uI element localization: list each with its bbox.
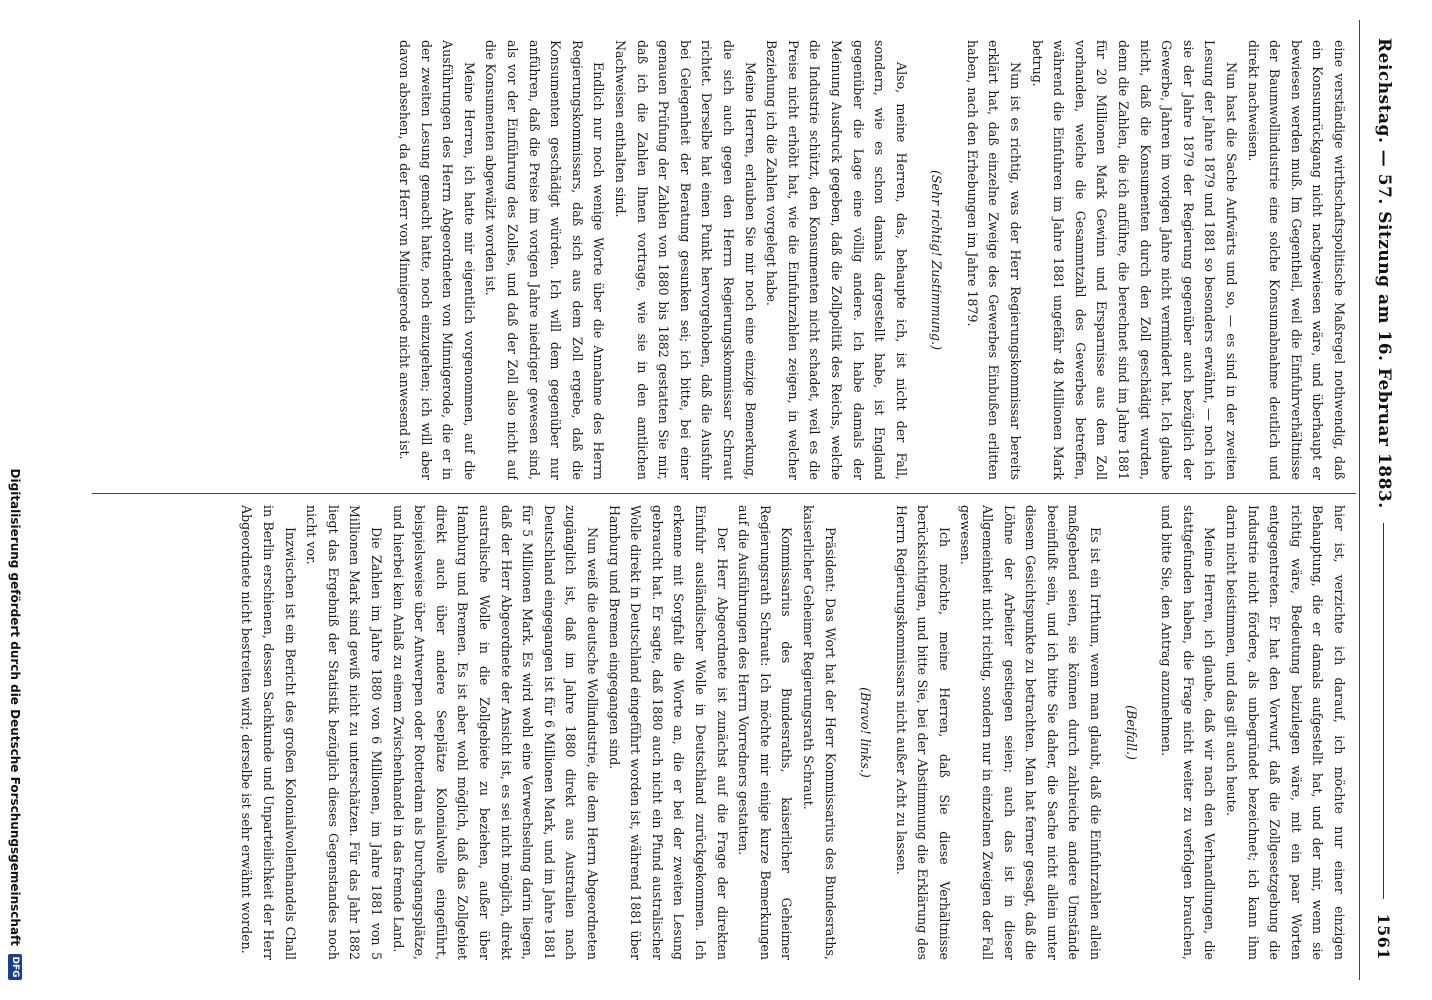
right-text-column — [90, 505, 1350, 960]
paragraph: Ich möchte, meine Herren, daß Sie diese Verhältnisse berücksichtigen, und bitte Sie, bei der Abstimmung die Erklärung des Herrn Regierungskommissars nicht außer Acht zu lassen. — [893, 505, 952, 960]
paragraph: Der Herr Abgeordnete ist zunächst auf die Frage der direkten Einfuhr ausländischer Wolle in Deutschland zurückgekommen. Ich erkenne mit Sorgfalt die Worte an, die er bei der zweiten Lesung gebraucht hat. Er sagte, daß 1880 auch nicht ein Pfund australischer Wolle direkt in Deutschland eingeführt worden ist, während 1881 über Hamburg und Bremen eingegangen sind. — [606, 505, 730, 960]
running-header — [1366, 38, 1402, 960]
header-divider — [1359, 20, 1360, 980]
paragraph: Meine Herren, erlauben Sie mir noch eine einzige Bemerkung, die sich auch gegen den Herrn Regierungskommissar Schraut richtet. Derselbe hat einen Punkt hervorgehoben, daß die Ausfuhr bei Gelegenheit der Beratung gesunken sei; ich bitte, bei einer genauen Prüfung der Zahlen von 1880 bis 1882 gestatten Sie mir, daß ich die Zahlen Ihnen vortrage, wie sie in den amtlichen Nachweisen enthalten sind. — [613, 40, 758, 480]
page-number: 1561 — [1374, 913, 1394, 960]
paragraph: hier ist, verzichte ich darauf, ich möchte nur einer einzigen Behauptung, die er damals aufgestellt hat, und der mir, wenn sie richtig wäre, Bedeutung beizulegen wäre, mit ein paar Worten entgegentreten. Er hat den Vorwurf, daß die Zollgesetzgebung die Industrie nicht fördere, als unbegründet bezeichnet; ich kann ihm darin nicht beistimmen, und das gilt auch heute. — [1224, 505, 1347, 960]
column-divider — [92, 493, 1356, 494]
interjection: (Bravo! links.) — [858, 687, 874, 778]
paragraph: Also, meine Herren, das, behaupte ich, ist nicht der Fall, sondern, wie es schon damals dargestellt habe, ist England gegenüber die Lage eine völlig andere. Ich habe damals der Meinung Ausdruck gegeben, daß die Zollpolitik des Reichs, welche die Industrie schützt, den Konsumenten nicht schadet, weil es die Preise nicht erhöht hat, wie die Einfuhrzahlen zeigen, in welcher Beziehung ich die Zahlen vorgelegt habe. — [764, 40, 909, 480]
digitization-footer — [2, 0, 28, 1000]
paragraph: Meine Herren, ich hatte mir eigentlich vorgenommen, auf die Ausführungen des Herrn Abgeordneten von Minnigerode, die er in der zweiten Lesung gemacht hatte, noch einzugehen; ich will aber davon absehen, da der Herr von Minnigerode nicht anwesend ist. — [397, 40, 477, 480]
sponsor-text: Digitalisierung gefördert durch die Deutsche Forschungsgemeinschaft — [8, 468, 22, 946]
left-text-column — [40, 40, 1350, 480]
paragraph: Inzwischen ist ein Bericht des großen Kolonialwollenhandels Chall in Berlin erschienen, dessen Sachkunde und Unparteilichkeit der Herr Abgeordnete nicht bestreiten wird; derselbe ist sehr erwähnt worden. — [239, 505, 298, 960]
paragraph: Nun ist es richtig, was der Herr Regierungskommissar bereits erklärt hat, daß einzelne Zweige des Gewerbes Einbußen erlitten haben, nach den Erhebungen im Jahre 1879. — [964, 40, 1024, 480]
paragraph: Nun weiß die deutsche Wollindustrie, die dem Herrn Abgeordneten zugänglich ist, daß im Jahre 1880 direkt aus Australien nach Deutschland eingegangen ist für 6 Millionen Mark, und im Jahre 1881 für 5 Millionen Mark. Es wird wohl eine Verwechselung darin liegen, daß der Herr Abgeordnete der Ansicht ist, es sei nicht möglich, direkt australische Wolle in die Zollgebiete zu beziehen, außer über Hamburg und Bremen. Es ist aber wohl möglich, daß das Zollgebiet direkt auch über andere Seeplätze Kolonialwolle eingeführt, beispielsweise über Antwerpen oder Rotterdam als Durchgangsplätze, und hierbei kein Anlaß zu einem Zwischenhandel in das fremde Land. — [390, 505, 600, 960]
interjection: (Sehr richtig! Zustimmung.) — [929, 169, 945, 351]
dfg-logo-icon: DFG — [8, 954, 22, 980]
paragraph: eine verständige wirthschaftspolitische Maßregel nothwendig, daß ein Konsumrückgang nicht nachgewiesen wäre, und überhaupt er bewiesen werden muß. Im Gegentheil, weil die Einfuhrverhältnisse der Baumwollindustrie eine solche Konsumabnahme deutlich und direkt nachweisen. — [1245, 40, 1347, 480]
paragraph: Meine Herren, ich glaube, daß wir nach den Verhandlungen, die stattgefunden haben, die Frage nicht weiter zu verfolgen brauchen, und bitte Sie, den Antrag anzunehmen. — [1159, 505, 1218, 960]
paragraph: Es ist ein Irrthum, wenn man glaubt, daß die Einfuhrzahlen allein maßgebend seien, sie können durch zahlreiche andere Umstände beeinflußt sein, und ich bitte Sie daher, die Sache nicht allein unter diesem Gesichtspunkte zu betrachten. Man hat ferner gesagt, daß die Löhne der Arbeiter gestiegen seien; auch das ist in dieser Allgemeinheit nicht richtig, sondern nur in einzelnen Zweigen der Fall gewesen. — [958, 505, 1104, 960]
header-title: Reichstag. — 57. Sitzung am 16. Februar 1883. — [1374, 38, 1394, 509]
paragraph: Nun hast die Sache Aufwärts und so, — es sind in der zweiten Lesung der Jahre 1879 und 1881 so besonders erwähnt, — noch ich sie der Jahre 1879 der Regierung gegenüber auch bezüglich der Gewerbe, Jahren im vorigen Jahre nicht vermindert hat. Ich glaube nicht, daß die Konsumenten durch den Zoll geschädigt wurden, denn die Zahlen, die ich anführe, die berechnet sind im Jahre 1881 für 20 Millionen Mark Gewinn und Ersparnisse aus dem Zoll vorhanden, welche die Gesammtzahl des Gewerbes betreffen, während die Einfuhren im Jahre 1881 ungefähr 48 Millionen Mark betrug. — [1029, 40, 1240, 480]
paragraph: Endlich nur noch wenige Worte über die Annahme des Herrn Regierungskommissars, daß sich aus dem Zoll ergebe, daß die Konsumenten geschädigt würden. Ich will dem gegenüber nur anführen, daß die Preise im vorigen Jahre niedriger gewesen sind, als vor der Einführung des Zolles, und daß der Zoll also nicht auf die Konsumenten abgewälzt worden ist. — [483, 40, 607, 480]
paragraph: Kommissarius des Bundesraths, kaiserlicher Geheimer Regierungsrath Schraut: Ich möchte mir einige kurze Bemerkungen auf die Ausführungen des Herrn Vorredners gestatten. — [736, 505, 795, 960]
header-rule — [1384, 523, 1385, 900]
interjection: (Beifall.) — [1123, 705, 1139, 760]
speaker-paragraph: Präsident: Das Wort hat der Herr Kommissarius des Bundesraths, kaiserlicher Geheimer Regierungsrath Schraut. — [800, 505, 838, 960]
paragraph: Die Zahlen im Jahre 1880 von 6 Millionen, im Jahre 1881 von 5 Millionen Mark sind gewiß nicht zu unterschätzen. Für das Jahr 1882 liegt das Ergebniß der Statistik bezüglich dieses Gegenstandes noch nicht vor. — [304, 505, 385, 960]
